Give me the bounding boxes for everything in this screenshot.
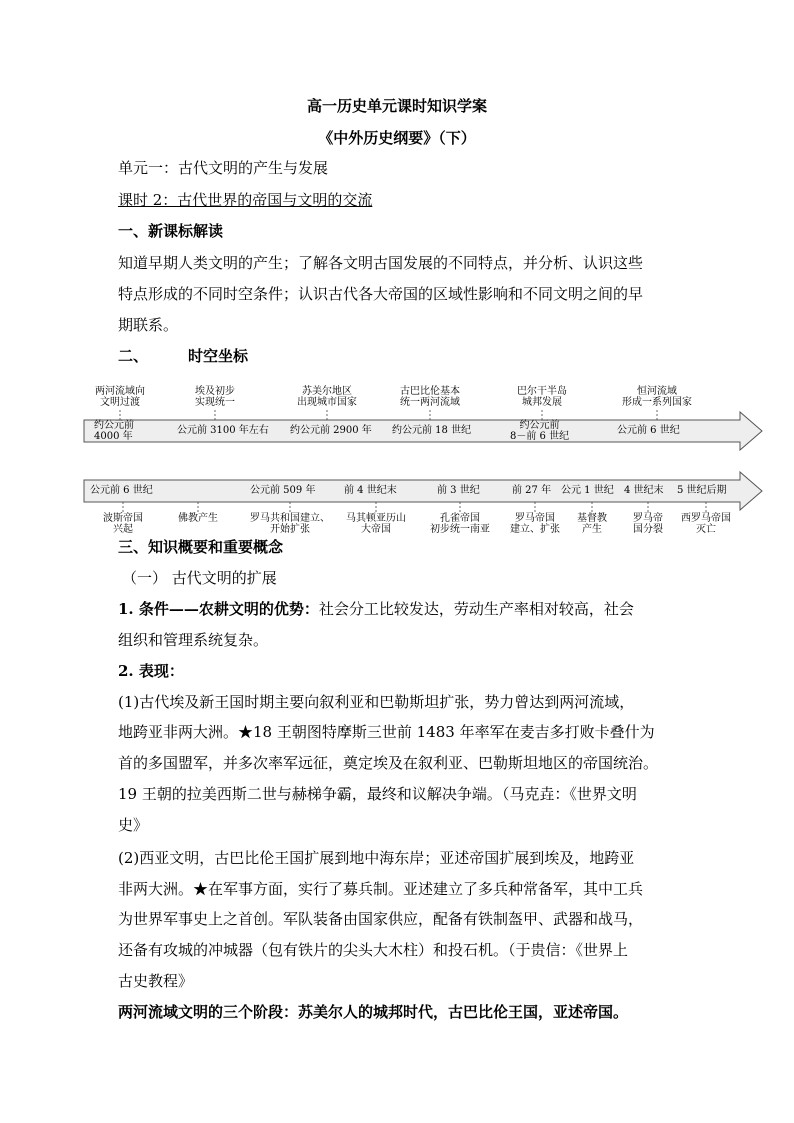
- expression-heading: 2. 表现：: [118, 662, 184, 680]
- timeline-2-event-5: 孔雀帝国 初步统一南亚: [430, 513, 490, 535]
- timeline-2-event-1: 波斯帝国 兴起: [103, 513, 143, 535]
- condition-label: 1. 条件——农耕文明的优势：: [118, 600, 319, 618]
- timeline-2-event-2: 佛教产生: [178, 513, 218, 524]
- timeline-1-event-5: 巴尔干半岛 城邦发展: [517, 386, 567, 408]
- p1-line-1: (1)古代埃及新王国时期主要向叙利亚和巴勒斯坦扩张，势力曾达到两河流域，: [118, 693, 635, 711]
- timeline-1-event-6: 恒河流域 形成一系列国家: [622, 386, 692, 408]
- p2-line-3: 为世界军事史上之首创。军队装备由国家供应，配备有铁制盔甲、武器和战马，: [118, 910, 644, 928]
- section3-heading: 三、知识概要和重要概念: [118, 538, 284, 556]
- timeline-2-event-9: 西罗马帝国 灭亡: [681, 513, 731, 535]
- timeline-2-date-8: 5 世纪后期: [677, 485, 727, 496]
- page-title: 高一历史单元课时知识学案: [306, 97, 487, 115]
- timeline-1-event-2: 埃及初步 实现统一: [195, 386, 235, 408]
- timeline-1-event-4: 古巴比伦基本 统一两河流域: [400, 386, 460, 408]
- timeline-2-date-6: 公元 1 世纪: [561, 485, 614, 496]
- timeline-2-event-7: 基督教 产生: [577, 513, 607, 535]
- p1-line-4: 19 王朝的拉美西斯二世与赫梯争霸，最终和议解决争端。（马克垚：《世界文明: [118, 785, 637, 803]
- condition-text: 社会分工比较发达，劳动生产率相对较高，社会: [318, 600, 634, 618]
- p2-line-1: (2)西亚文明，古巴比伦王国扩展到地中海东岸；亚述帝国扩展到埃及，地跨亚: [118, 849, 635, 867]
- timeline-2-event-3: 罗马共和国建立、 开始扩张: [250, 513, 330, 535]
- section1-heading: 一、新课标解读: [118, 222, 224, 240]
- timeline-2-date-1: 公元前 6 世纪: [90, 485, 153, 496]
- timeline-2-date-2: 公元前 509 年: [250, 485, 316, 496]
- p2-line-5: 古史教程》: [118, 972, 194, 990]
- timeline-1-event-3: 苏美尔地区 出现城市国家: [297, 386, 357, 408]
- timeline-1-date-4: 约公元前 18 世纪: [392, 425, 472, 436]
- p2-line-4: 还备有攻城的冲城器（包有铁片的尖头大木柱）和投石机。（于贵信：《世界上: [118, 941, 629, 959]
- section1-line-1: 知道早期人类文明的产生；了解各文明古国发展的不同特点，并分析、认识这些: [118, 254, 644, 272]
- timeline-1-date-6: 公元前 6 世纪: [617, 425, 680, 436]
- timeline-2-event-6: 罗马帝国 建立、扩张: [510, 513, 560, 535]
- timeline-2-date-5: 前 27 年: [512, 485, 552, 496]
- timeline-2-event-4: 马其顿亚历山 大帝国: [346, 513, 406, 535]
- timeline-1-date-3: 约公元前 2900 年: [290, 425, 372, 436]
- lesson-heading: 课时 2：古代世界的帝国与文明的交流: [118, 191, 373, 209]
- condition-line-1: [118, 599, 634, 619]
- section2-heading-text: 时空坐标: [188, 347, 249, 365]
- unit-heading: 单元一：古代文明的产生与发展: [118, 159, 329, 177]
- timeline-2-date-4: 前 3 世纪: [437, 485, 480, 496]
- section1-line-2: 特点形成的不同时空条件；认识古代各大帝国的区域性影响和不同文明之间的早: [118, 285, 644, 303]
- timeline-2-event-8: 罗马帝 国分裂: [633, 513, 663, 535]
- section2-heading-num: 二、: [118, 347, 149, 365]
- timeline-1-date-1: 约公元前 4000 年: [94, 420, 134, 442]
- summary-line: 两河流域文明的三个阶段：苏美尔人的城邦时代，古巴比伦王国，亚述帝国。: [118, 1003, 629, 1021]
- page-subtitle: 《中外历史纲要》（下）: [318, 129, 476, 147]
- timeline-1-date-2: 公元前 3100 年左右: [177, 425, 269, 436]
- timeline-2-date-3: 前 4 世纪末: [344, 485, 397, 496]
- section3-sub1: （一） 古代文明的扩展: [122, 569, 277, 587]
- p1-line-2: 地跨亚非两大洲。★18 王朝图特摩斯三世前 1483 年率军在麦吉多打败卡叠什为: [118, 723, 655, 741]
- p1-line-5: 史》: [118, 816, 149, 834]
- section1-line-3: 期联系。: [118, 316, 179, 334]
- p2-line-2: 非两大洲。★在军事方面，实行了募兵制。亚述建立了多兵种常备军，其中工兵: [118, 880, 644, 898]
- timeline-2-date-7: 4 世纪末: [624, 485, 664, 496]
- p1-line-3: 首的多国盟军，并多次率军远征，奠定埃及在叙利亚、巴勒斯坦地区的帝国统治。: [118, 754, 659, 772]
- timeline-graphics: [0, 0, 794, 560]
- condition-line-2: 组织和管理系统复杂。: [118, 631, 269, 649]
- timeline-1-event-1: 两河流域向 文明过渡: [95, 386, 145, 408]
- timeline-1-date-5: 约公元前 8－前 6 世纪: [510, 420, 570, 442]
